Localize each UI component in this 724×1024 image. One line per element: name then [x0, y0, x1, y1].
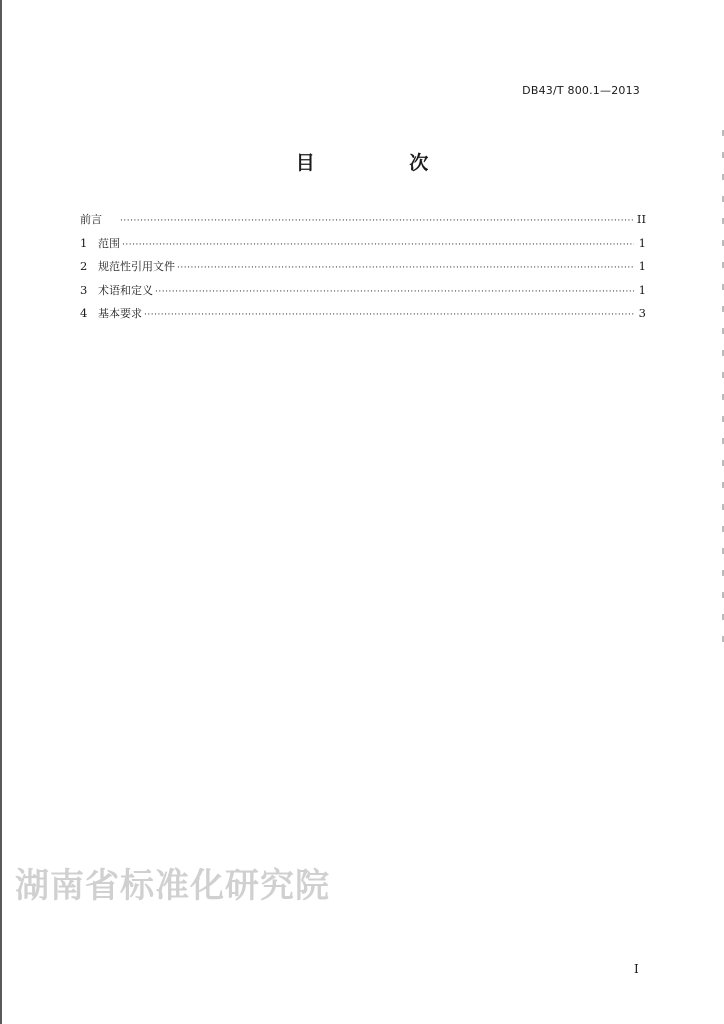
toc-entry-page: II [636, 212, 646, 226]
toc-entry-number: 1 [80, 235, 88, 250]
toc-entry-page: 1 [638, 259, 646, 273]
toc-leader-dots [144, 310, 634, 320]
toc-entry-terms-definitions[interactable] [80, 282, 646, 306]
watermark: 湖南省标准化研究院 [15, 866, 330, 906]
toc-entry-label: 规范性引用文件 [98, 260, 175, 273]
toc-leader-dots [120, 216, 633, 226]
toc-entry-normative-references[interactable] [80, 258, 646, 282]
standard-code: DB43/T 800.1—2013 [522, 84, 640, 97]
toc-entry-number: 4 [80, 306, 88, 320]
toc-leader-dots [177, 263, 634, 273]
toc-entry-label: 范围 [98, 236, 120, 250]
toc-leader-dots [155, 287, 634, 297]
toc-entry-label: 基本要求 [98, 307, 142, 320]
toc-entry-page: 1 [638, 235, 646, 250]
toc-entry-preface[interactable] [80, 211, 646, 235]
toc-leader-dots [122, 240, 634, 250]
toc-entry-label: 前言 [80, 213, 102, 226]
toc-entry-label: 术语和定义 [98, 283, 153, 297]
toc-entry-number: 2 [80, 259, 88, 273]
toc-title: 目 次 [295, 152, 473, 174]
toc-entry-page: 1 [638, 282, 646, 297]
toc-entry-number: 3 [80, 282, 88, 297]
toc-entry-scope[interactable] [80, 235, 646, 259]
toc-entry-page: 3 [638, 306, 646, 320]
toc-entry-basic-requirements[interactable] [80, 305, 646, 329]
toc-list [80, 211, 646, 329]
page-number: I [634, 962, 639, 976]
